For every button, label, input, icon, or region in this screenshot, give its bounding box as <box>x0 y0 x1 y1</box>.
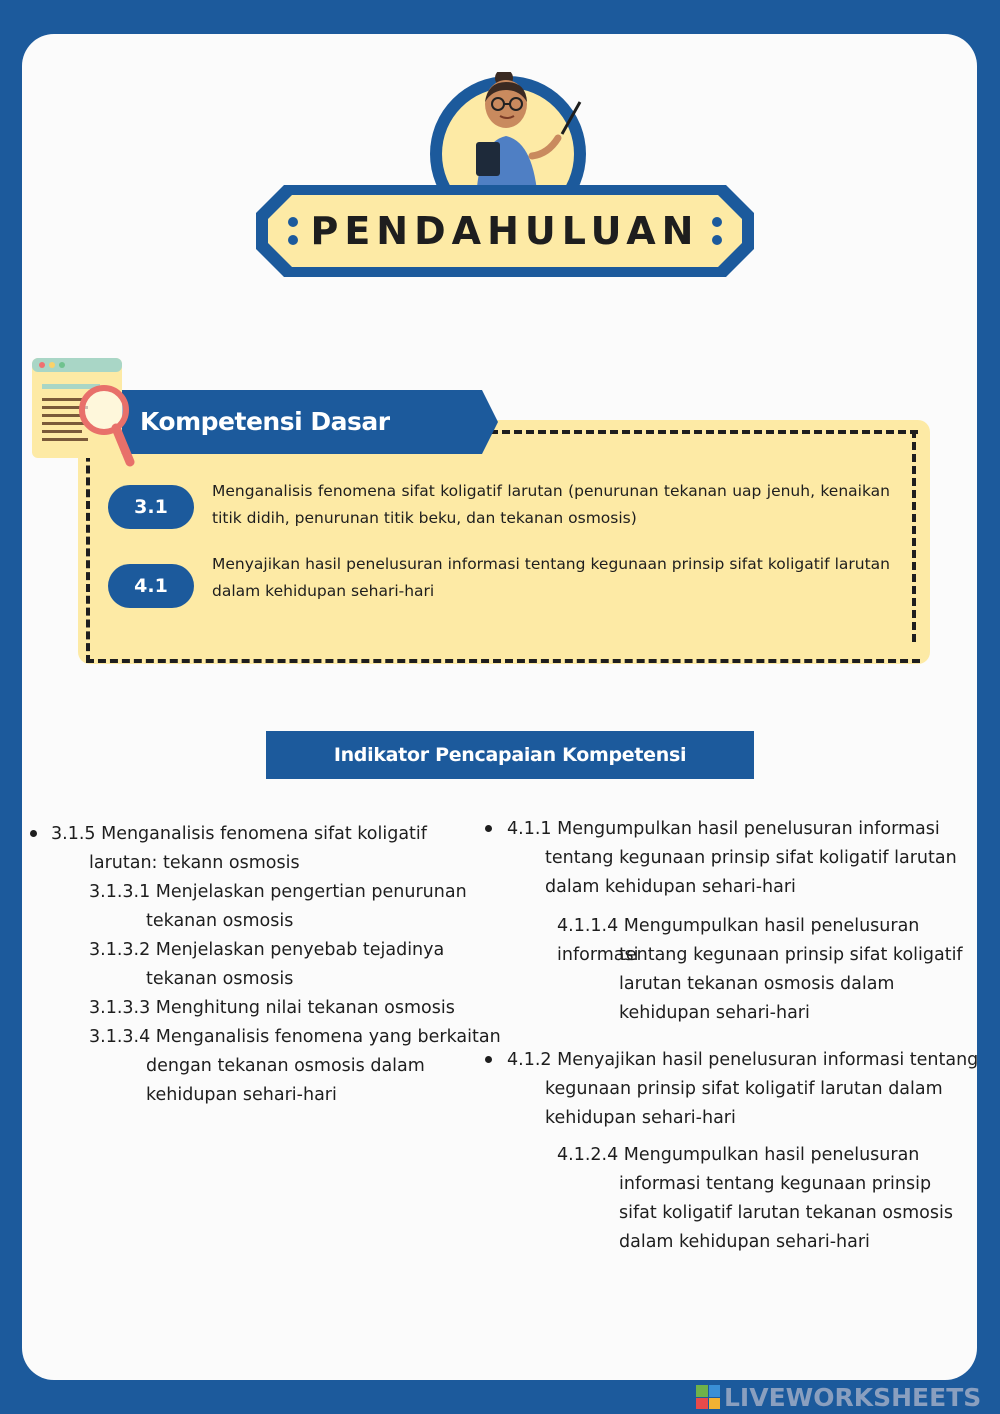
bullet <box>30 830 37 837</box>
kd-description: Menganalisis fenomena sifat koligatif larutan (penurunan tekanan uap jenuh, kenaikan titik didih, penurunan titik beku, dan tekanan osmosis) <box>212 482 890 527</box>
indikator-main-cont: kegunaan prinsip sifat koligatif larutan dalam <box>545 1079 943 1099</box>
kompetensi-dasar-heading: Kompetensi Dasar <box>140 406 390 436</box>
teacher-illustration <box>428 72 588 202</box>
indikator-heading: Indikator Pencapaian Kompetensi <box>266 731 754 779</box>
dashed-border-top <box>490 430 918 434</box>
indikator-sub-cont: kehidupan sehari-hari <box>619 1003 810 1023</box>
indikator-sub-cont: tekanan osmosis <box>146 969 294 989</box>
indikator-sub: 3.1.3.1 Menjelaskan pengertian penurunan <box>89 882 467 902</box>
indikator-sub: 3.1.3.4 Menganalisis fenomena yang berkaitan <box>89 1027 501 1047</box>
indikator-sub-cont: dengan tekanan osmosis dalam <box>146 1056 425 1076</box>
bullet <box>485 1056 492 1063</box>
dashed-border-right <box>912 430 918 642</box>
page-title: PENDAHULUAN <box>310 209 700 253</box>
indikator-main-cont: larutan: tekann osmosis <box>89 853 300 873</box>
bullet <box>485 825 492 832</box>
indikator-main: 3.1.5 Menganalisis fenomena sifat koligatif <box>51 824 427 844</box>
indikator-sub-cont: dalam kehidupan sehari-hari <box>619 1232 870 1252</box>
liveworksheets-watermark <box>696 1384 981 1410</box>
indikator-sub-cont: sifat koligatif larutan tekanan osmosis <box>619 1203 953 1223</box>
indikator-main-cont: tentang kegunaan prinsip sifat koligatif larutan <box>545 848 957 868</box>
indikator-sub-cont: kehidupan sehari-hari <box>146 1085 337 1105</box>
indikator-sub: 3.1.3.2 Menjelaskan penyebab tejadinya <box>89 940 445 960</box>
indikator-sub: 3.1.3.3 Menghitung nilai tekanan osmosis <box>89 998 455 1018</box>
indikator-sub-cont: informasi tentang kegunaan prinsip <box>619 1174 932 1194</box>
kd-description: Menyajikan hasil penelusuran informasi tentang kegunaan prinsip sifat koligatif larutan dalam kehidupan sehari-hari <box>212 555 890 600</box>
kd-code-badge: 4.1 <box>108 564 194 608</box>
indikator-main-cont: dalam kehidupan sehari-hari <box>545 877 796 897</box>
indikator-sub-cont: tekanan osmosis <box>146 911 294 931</box>
indikator-sub-cont: tentang kegunaan prinsip sifat koligatif <box>619 945 963 965</box>
indikator-sub: 4.1.2.4 Mengumpulkan hasil penelusuran <box>557 1145 920 1165</box>
liveworksheets-logo-icon <box>696 1385 720 1409</box>
indikator-main-cont: kehidupan sehari-hari <box>545 1108 736 1128</box>
kompetensi-dasar-dashed-border <box>86 430 920 663</box>
watermark-text: LIVEWORKSHEETS <box>724 1382 982 1412</box>
indikator-sub-cont: larutan tekanan osmosis dalam <box>619 974 895 994</box>
document-magnifier-icon <box>30 356 135 468</box>
kd-code-badge: 3.1 <box>108 485 194 529</box>
indikator-sub: 4.1.1.4 Mengumpulkan hasil penelusuran informasi <box>557 916 920 965</box>
indikator-main: 4.1.1 Mengumpulkan hasil penelusuran informasi <box>507 819 940 839</box>
indikator-main: 4.1.2 Menyajikan hasil penelusuran informasi tentang <box>507 1050 979 1070</box>
